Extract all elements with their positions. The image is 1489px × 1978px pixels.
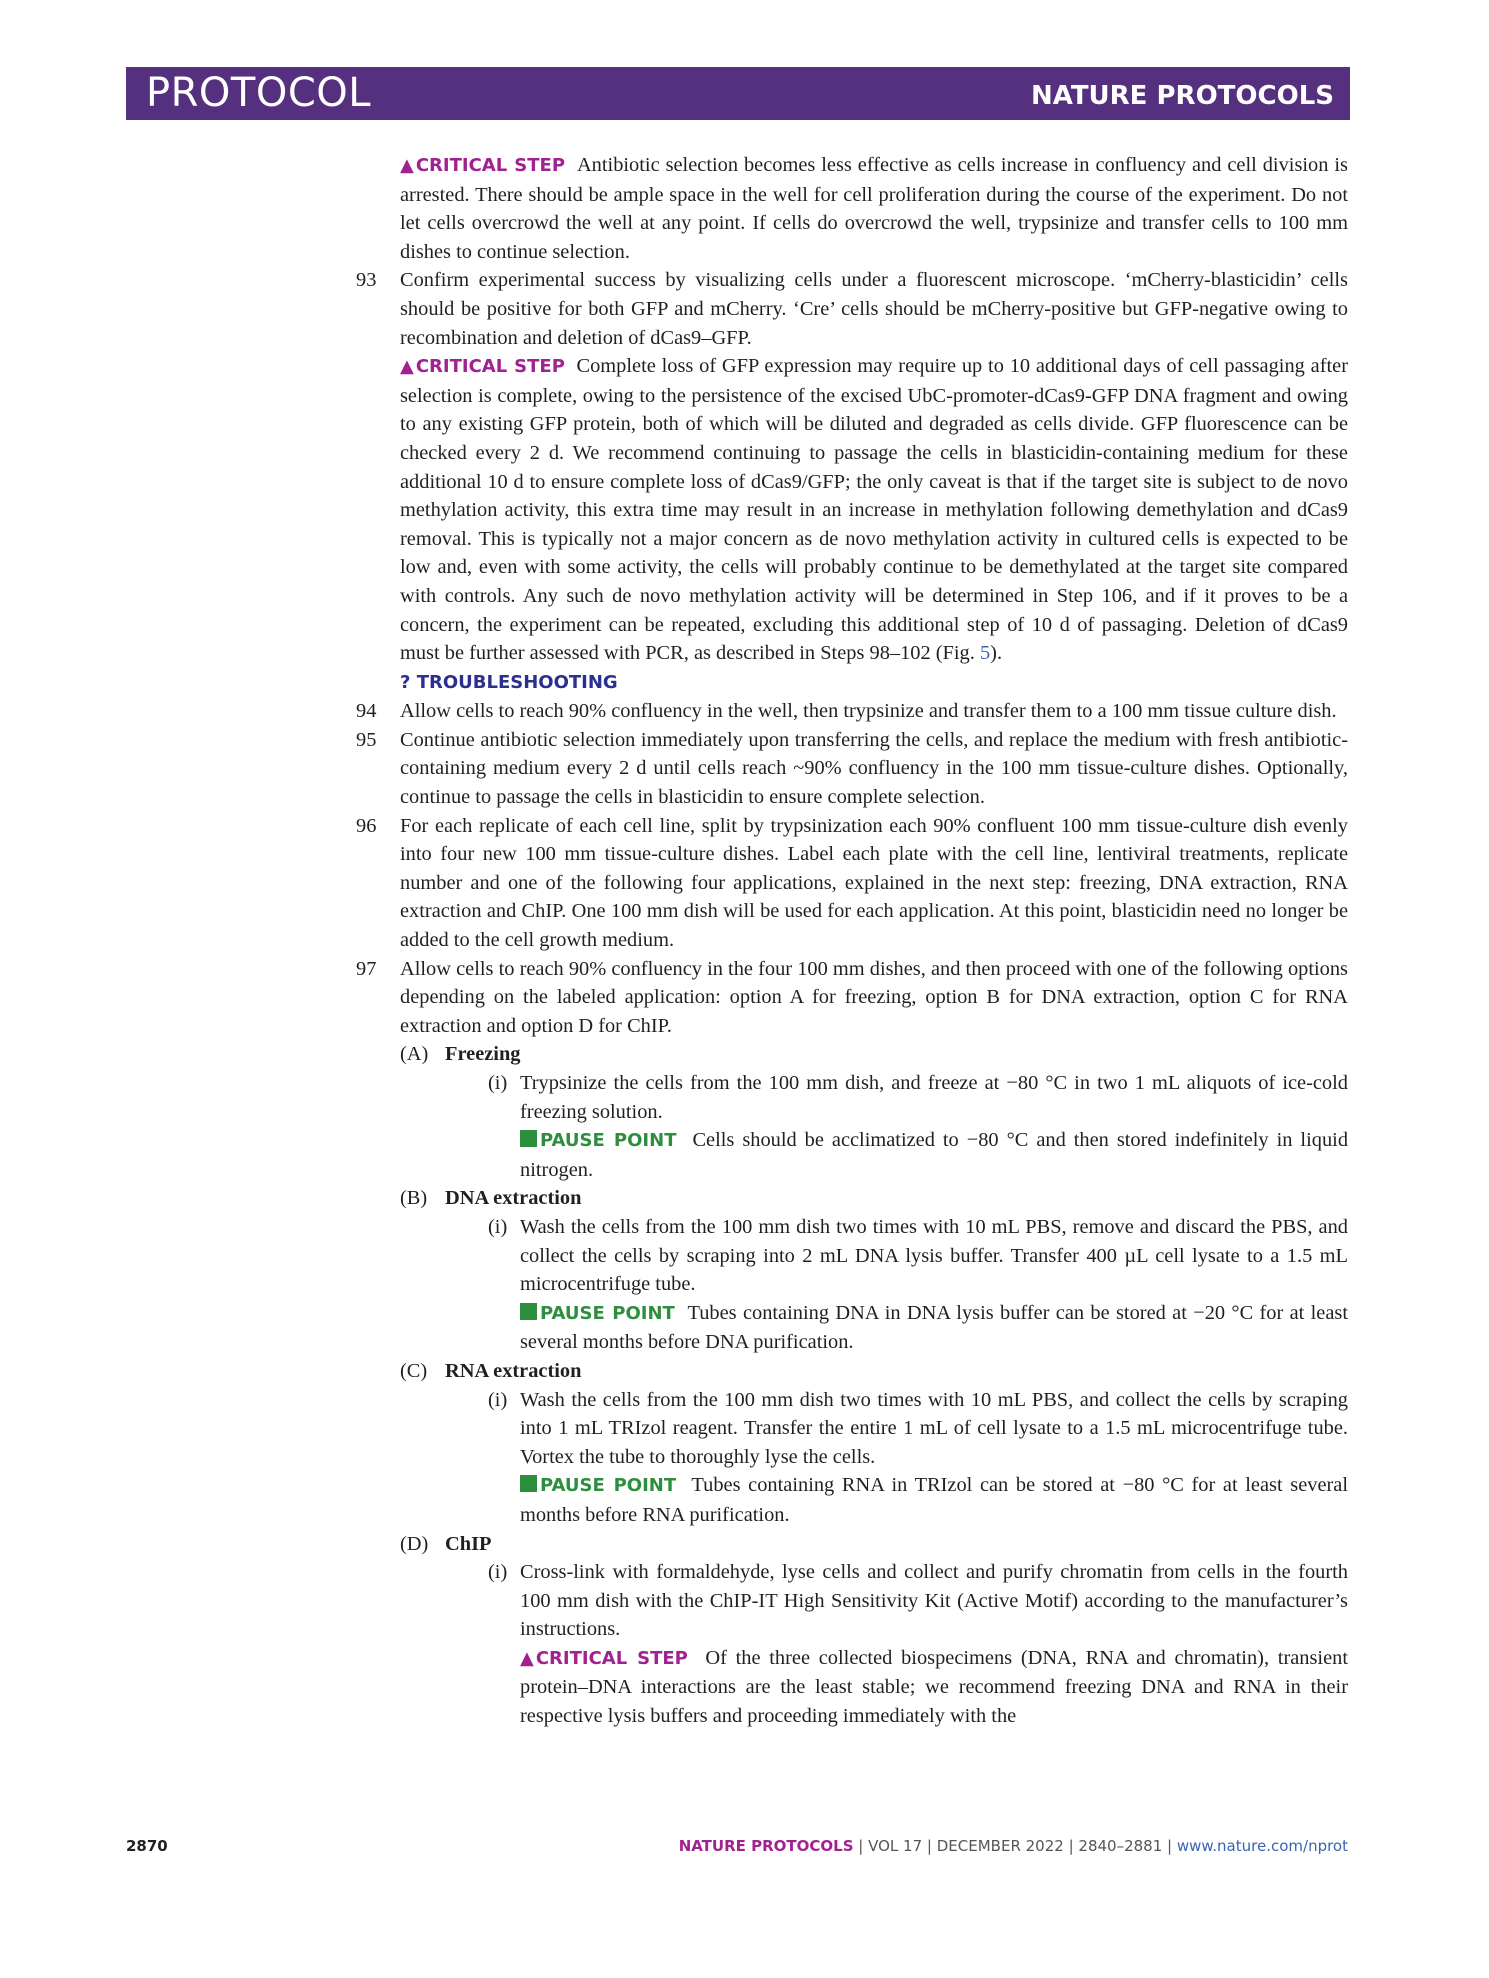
troubleshooting-label: ? TROUBLESHOOTING [400, 671, 618, 693]
square-icon [520, 1303, 537, 1320]
troubleshooting-link[interactable] [400, 668, 1348, 698]
figure-link[interactable]: 5 [979, 642, 991, 665]
option-a [400, 1040, 1348, 1069]
option-title: RNA extraction [445, 1359, 582, 1382]
pause-text: Tubes containing DNA in DNA lysis buffer can be stored at −20 °C for at least several months before DNA purification. [520, 1301, 1349, 1354]
option-label: (C) [400, 1359, 428, 1382]
step-94 [356, 697, 1348, 726]
substep-text: Cross-link with formaldehyde, lyse cells and collect and purify chromatin from cells in the fourth 100 mm dish with the ChIP-IT High Sensitivity Kit (Active Motif) according to the manufacturer’s instructions. [520, 1561, 1348, 1641]
option-c [400, 1357, 1348, 1386]
separator: | [1162, 1837, 1177, 1855]
section-label: PROTOCOL [146, 70, 372, 116]
substep-text: Wash the cells from the 100 mm dish two times with 10 mL PBS, and collect the cells by scraping into 1 mL TRIzol reagent. Transfer the entire 1 mL of cell lysate to a 1.5 mL microcentrifuge tube. Vortex the tube to thoroughly lyse the cells. [520, 1388, 1348, 1468]
substep-text: Wash the cells from the 100 mm dish two times with 10 mL PBS, remove and discard the PBS, and collect the cells by scraping into 2 mL DNA lysis buffer. Transfer 400 µL cell lysate to a 1.5 mL microcentrifuge tube. [520, 1215, 1348, 1296]
step-number: 94 [356, 700, 377, 723]
separator: | [922, 1837, 937, 1855]
substep-label: (i) [488, 1072, 508, 1094]
step-number: 96 [356, 814, 377, 837]
critical-text: Complete loss of GFP expression may require up to 10 additional days of cell passaging after selection is complete, owing to the persistence of the excised UbC-promoter-dCas9-GFP DNA fragment and owing to any existing GFP protein, both of which will be diluted and degraded as cells divide. GFP fluorescence can be checked every 2 d. We recommend continuing to passage the cells in blasticidin-containing medium for these additional 10 d to ensure complete loss of dCas9/GFP; the only caveat is that if the target site is subject to de novo methylation activity, this extra time may result in an increase in methylation following demethylation and dCas9 removal. This is typically not a major concern as de novo methylation activity in cultured cells is expected to be low and, even with some activity, the cells will probably continue to be demethylated at the target site compared with controls. Any such de novo methylation activity will be determined in Step 106, and if it proves to be a concern, the experiment can be repeated, excluding this additional step of 10 d of passaging. Deletion of dCas9 must be further assessed with PCR, as described in Steps 98–102 (Fig. [400, 355, 1348, 665]
step-97 [356, 955, 1348, 1041]
footer-volume: VOL 17 [868, 1837, 923, 1855]
option-b [400, 1184, 1348, 1213]
footer-pages: 2840–2881 [1078, 1837, 1163, 1855]
option-label: (D) [400, 1532, 429, 1555]
critical-step-block [520, 1644, 1348, 1731]
pause-text: Tubes containing RNA in TRIzol can be stored at −80 °C for at least several months before RNA purification. [520, 1474, 1349, 1526]
critical-step-block [400, 352, 1348, 668]
step-number: 97 [356, 957, 377, 980]
substep-text: Trypsinize the cells from the 100 mm dish, and freeze at −80 °C in two 1 mL aliquots of ice-cold freezing solution. [520, 1072, 1348, 1123]
page-header [126, 67, 1350, 120]
option-d [400, 1530, 1348, 1559]
separator: | [1063, 1837, 1079, 1855]
journal-name: NATURE PROTOCOLS [1030, 81, 1334, 111]
footer-journal: NATURE PROTOCOLS [678, 1837, 854, 1855]
option-label: (B) [400, 1187, 428, 1210]
square-icon [520, 1130, 537, 1147]
step-96 [356, 812, 1348, 955]
step-number: 95 [356, 728, 377, 751]
critical-text: Antibiotic selection becomes less effective as cells increase in confluency and cell division is arrested. There should be ample space in the well for cell proliferation during the course of the experiment. Do not let cells overcrowd the well at any point. If cells do overcrowd the well, trypsinize and transfer cells to 100 mm dishes to continue selection. [400, 154, 1348, 263]
pause-point-block [520, 1126, 1348, 1184]
critical-step-label: ▲ CRITICAL STEP [400, 155, 565, 176]
substep-label: (i) [488, 1215, 508, 1238]
option-title: DNA extraction [445, 1187, 582, 1210]
step-text: For each replicate of each cell line, split by trypsinization each 90% confluent 100 mm tissue-culture dish evenly into four new 100 mm tissue-culture dishes. Label each plate with the cell line, lentiviral treatments, replicate number and one of the following four applications, explained in the next step: freezing, DNA extraction, RNA extraction and ChIP. One 100 mm dish will be used for each application. At this point, blasticidin need no longer be added to the cell growth medium. [400, 814, 1348, 952]
page-number: 2870 [126, 1837, 168, 1855]
critical-step-label: ▲ CRITICAL STEP [400, 356, 565, 377]
option-c-substep [488, 1386, 1348, 1472]
option-d-substep [488, 1558, 1348, 1644]
triangle-icon: ▲ [520, 1647, 534, 1669]
pause-point-label: PAUSE POINT [520, 1303, 675, 1324]
critical-step-label: ▲ CRITICAL STEP [520, 1648, 688, 1669]
option-label: (A) [400, 1043, 429, 1066]
footer-url-link[interactable]: www.nature.com/nprot [1176, 1837, 1348, 1855]
pause-point-block [520, 1299, 1348, 1357]
step-95 [356, 726, 1348, 812]
pause-point-label: PAUSE POINT [520, 1130, 676, 1151]
option-title: Freezing [445, 1043, 521, 1066]
footer-date: DECEMBER 2022 [936, 1837, 1064, 1855]
option-title: ChIP [445, 1532, 492, 1555]
footer-citation [679, 1837, 1348, 1855]
pause-text: Cells should be acclimatized to −80 °C and then stored indefinitely in liquid nitrogen. [520, 1129, 1349, 1181]
separator: | [853, 1837, 869, 1855]
step-93 [356, 266, 1348, 352]
option-b-substep [488, 1213, 1348, 1299]
substep-label: (i) [488, 1561, 508, 1584]
step-text: Confirm experimental success by visualizing cells under a fluorescent microscope. ‘mCherry-blasticidin’ cells should be positive for both GFP and mCherry. ‘Cre’ cells should be mCherry-positive but GFP-negative owing to recombination and deletion of dCas9–GFP. [400, 269, 1348, 349]
critical-text: Of the three collected biospecimens (DNA, RNA and chromatin), transient protein–DNA interactions are the least stable; we recommend freezing DNA and RNA in their respective lysis buffers and proceeding immediately with the [520, 1646, 1348, 1728]
step-text: Allow cells to reach 90% confluency in the four 100 mm dishes, and then proceed with one of the following options depending on the labeled application: option A for freezing, option B for DNA extraction, option C for RNA extraction and option D for ChIP. [400, 957, 1348, 1037]
critical-text-end: ). [990, 642, 1003, 665]
pause-point-label: PAUSE POINT [520, 1475, 676, 1496]
option-a-substep [488, 1069, 1348, 1126]
triangle-icon: ▲ [400, 155, 414, 176]
square-icon [520, 1475, 537, 1492]
step-text: Allow cells to reach 90% confluency in the well, then trypsinize and transfer them to a 100 mm tissue culture dish. [400, 700, 1337, 723]
triangle-icon: ▲ [400, 356, 414, 378]
substep-label: (i) [488, 1388, 508, 1411]
critical-step-block [400, 151, 1348, 266]
step-text: Continue antibiotic selection immediately upon transferring the cells, and replace the medium with fresh antibiotic-containing medium every 2 d until cells reach ~90% confluency in the 100 mm tissue-culture dishes. Optionally, continue to passage the cells in blasticidin to ensure complete selection. [400, 728, 1348, 809]
protocol-body [356, 151, 1349, 1731]
step-number: 93 [356, 269, 377, 292]
pause-point-block [520, 1471, 1348, 1529]
